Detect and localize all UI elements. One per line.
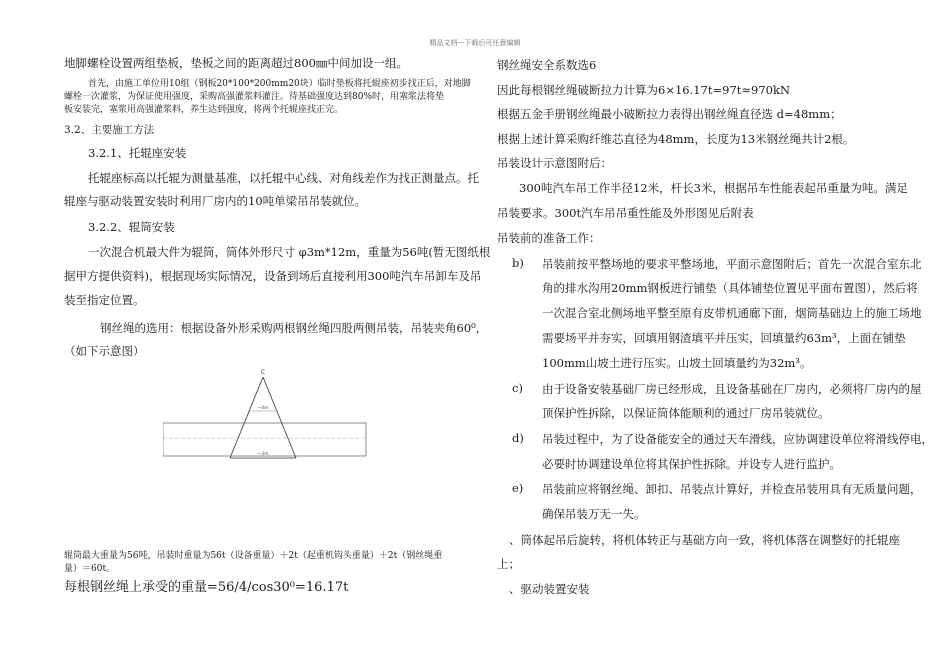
list-marker: b)	[512, 256, 524, 270]
paragraph: 因此每根钢丝绳破断拉力计算为6×16.17t=97t≈970kN	[497, 83, 791, 97]
paragraph: 辊筒最大重量为56吨，吊装时重量为56t（设备重量）＋2t（起重机钩头重量）＋2t（钢丝绳重	[64, 551, 443, 561]
paragraph: 吊装要求。300t汽车吊吊重性能及外形图见后附表	[497, 206, 754, 220]
hook-label: C	[260, 369, 266, 376]
list-item: 吊装前应将钢丝绳、卸扣、吊装点计算好，并检查吊装用具有无质量问题，	[542, 482, 922, 496]
paragraph: 托辊座标高以托辊为测量基准，以托辊中心线、对角线差作为找正测量点。托	[88, 171, 479, 185]
list-item: 吊装前按平整场地的要求平整场地，平面示意图附后；首先一次混合室东北	[542, 257, 922, 271]
section-heading: 3.2、主要施工方法	[64, 124, 155, 136]
page-header: 精品文档---下载后可任意编辑	[429, 39, 521, 47]
list-item: 确保吊装万无一失。	[542, 507, 646, 521]
list-item: 100mm山坡土进行压实。山坡土回填量约为32m³。	[542, 356, 812, 370]
list-item: 顶保护性拆除，以保证筒体能顺利的通过厂房吊装就位。	[542, 406, 830, 420]
paragraph: 、筒体起吊后旋转，将机体转正与基础方向一致，将机体落在调整好的托辊座	[509, 533, 900, 547]
sling-right	[263, 377, 296, 458]
paragraph: 吊装前的准备工作：	[497, 231, 601, 245]
list-item: 由于设备安装基础厂房已经形成，且设备基础在厂房内，必须将厂房内的屋	[542, 382, 922, 396]
list-marker: d)	[512, 431, 524, 445]
paragraph: （如下示意图）	[64, 344, 145, 358]
paragraph: 根据五金手册钢丝绳最小破断拉力表得出钢丝绳直径选 d=48mm；	[497, 107, 842, 121]
paragraph: 钢丝绳安全系数选6	[497, 58, 597, 72]
paragraph: 地脚螺栓设置两组垫板，垫板之间的距离超过800㎜中间加设一组。	[64, 56, 408, 70]
paragraph: 根据上述计算采购纤维芯直径为48mm，长度为13米钢丝绳共计2根。	[497, 132, 855, 146]
list-item: 吊装过程中，为了设备能安全的通过天车滑线，应协调建设单位将滑线停电，	[542, 432, 933, 446]
list-item: 一次混合室北侧场地平整至原有皮带机通廊下面，烟筒基础边上的施工场地	[542, 306, 922, 320]
list-marker: e)	[512, 481, 524, 495]
subsection-heading: 3.2.1、托辊座安装	[88, 146, 187, 160]
mid-label: ~4m	[257, 406, 269, 411]
paragraph: 上；	[497, 557, 520, 571]
formula: 每根钢丝绳上承受的重量=56/4/cos30⁰=16.17t	[64, 580, 349, 595]
paragraph: 300吨汽车吊工作半径12米，杆长3米，根据吊车性能表起吊重量为吨。满足	[519, 181, 908, 195]
sling-left	[230, 377, 263, 458]
list-item: 必要时协调建设单位将其保护性拆除。并设专人进行监护。	[542, 457, 841, 471]
paragraph: 装至指定位置。	[64, 293, 145, 307]
paragraph: 吊装设计示意图附后：	[497, 156, 612, 170]
paragraph: 、驱动装置安装	[509, 582, 590, 596]
list-item: 需要场平并夯实，回填用钢渣填平并压实，回填量约63m³，上面在铺垫	[542, 331, 906, 345]
paragraph: 据甲方提供资料)，根据现场实际情况，设备到场后直接利用300吨汽车吊卸车及吊	[64, 269, 482, 283]
lifting-diagram	[163, 365, 368, 465]
list-marker: c)	[512, 381, 523, 395]
subsection-heading: 3.2.2、辊筒安装	[88, 220, 175, 234]
bottom-label: ~3m	[257, 452, 269, 457]
paragraph: 板安装完，塞浆用高强灌浆料，养生达到强度，将两个托辊座找正完。	[64, 105, 344, 115]
paragraph: 量）＝60t。	[64, 564, 116, 574]
paragraph: 辊座与驱动装置安装时利用厂房内的10吨单梁吊吊装就位。	[64, 194, 367, 208]
paragraph: 一次混合机最大件为辊筒，筒体外形尺寸 φ3m*12m，重量为56吨(暂无图纸根	[88, 245, 491, 259]
paragraph: 螺栓一次灌浆，为保证使用强度，采购高强灌浆料灌注。待基础强度达到80%时，用塞浆法将垫	[64, 92, 445, 102]
list-item: 角的排水沟用20mm钢板进行铺垫（具体铺垫位置见平面布置图），然后将	[542, 281, 918, 295]
paragraph: 钢丝绳的选用：根据设备外形采购两根钢丝绳四股两侧吊装，吊装夹角60⁰，	[100, 321, 488, 335]
paragraph: 首先，由施工单位用10组（钢板20*100*200mm20块）临时垫板将托辊座初步找正后，对地脚	[88, 79, 471, 89]
